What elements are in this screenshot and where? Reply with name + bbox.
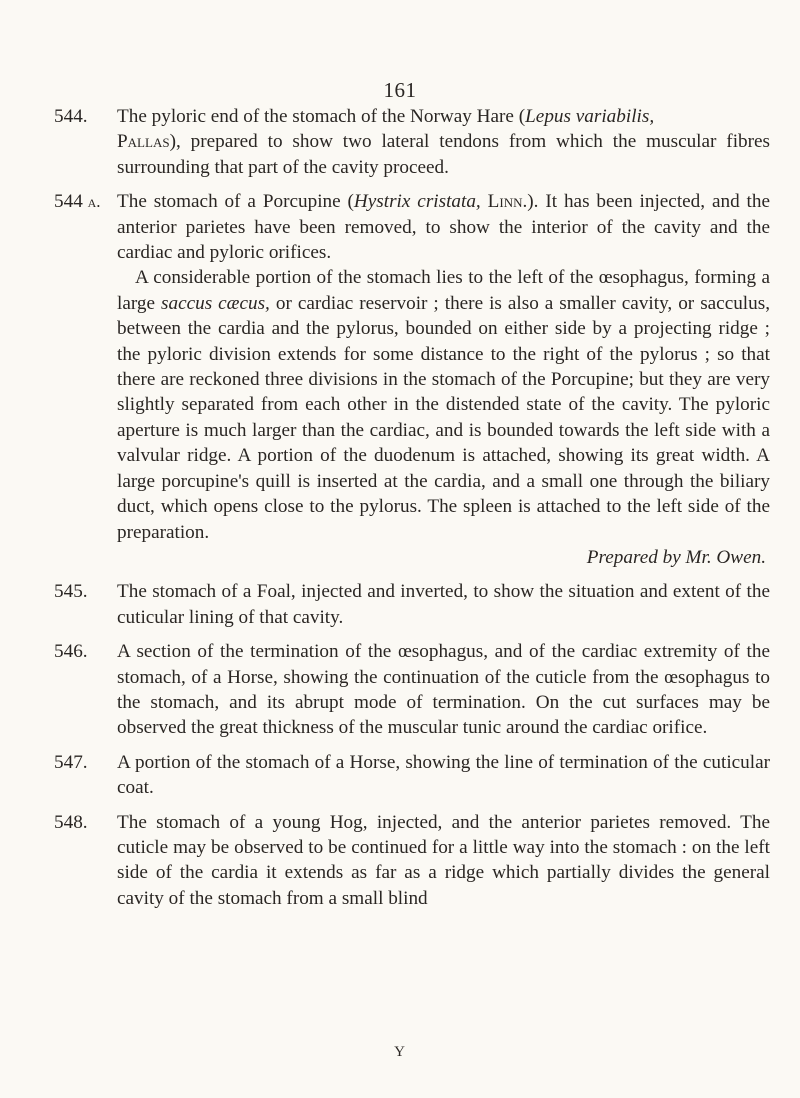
entry-number-suffix: a. xyxy=(87,192,101,212)
entry-number: 544 a. xyxy=(54,191,101,213)
entry-547 xyxy=(54,750,770,801)
entry-paragraph xyxy=(117,265,770,544)
entry-paragraph xyxy=(117,104,770,180)
entry-text: ). It has been injected, and the anterior parietes have been removed, to show the interior of the cavity and the cardiac and pyloric orifices. xyxy=(117,191,770,264)
entry-number: 548. xyxy=(54,811,88,833)
entry-number: 545. xyxy=(54,581,88,603)
signature-mark: Y xyxy=(394,1044,406,1060)
entry-number: 544. xyxy=(54,106,88,127)
entry-548 xyxy=(54,810,770,912)
entry-545 xyxy=(54,579,770,630)
page-number: 161 xyxy=(383,78,417,102)
entry-text: The pyloric end of the stomach of the Norway Hare ( xyxy=(117,106,526,127)
catalogue-entries xyxy=(54,104,770,911)
entry-text: A considerable portion of the stomach lies to the left of the œsophagus, forming a large xyxy=(117,267,770,314)
entry-paragraph: A portion of the stomach of a Horse, showing the line of termination of the cuticular coat. xyxy=(117,751,770,799)
taxonomic-authority: Linn. xyxy=(487,191,528,213)
anatomical-term: saccus cæcus, xyxy=(161,292,270,314)
entry-546 xyxy=(54,639,770,741)
entry-544a xyxy=(54,189,770,570)
entry-paragraph: A section of the termination of the œsophagus, and of the cardiac extremity of the stomach, of a Horse, showing the continuation of the cuticle from the œsophagus to the stomach, and its abrupt mode of termination. On the cut surfaces may be observed the great thickness of the muscular tunic around the cardiac orifice. xyxy=(117,641,770,739)
entry-text: The stomach of a Porcupine ( xyxy=(117,191,354,213)
species-name: Hystrix cristata, xyxy=(353,191,481,213)
entry-number: 546. xyxy=(54,641,88,663)
entry-number: 547. xyxy=(54,751,88,773)
preparer-credit: Prepared by Mr. Owen. xyxy=(586,546,766,568)
entry-text: ), prepared to show two lateral tendons from which the muscular fibres surrounding that part of the cavity proceed. xyxy=(117,131,770,178)
entry-paragraph: The stomach of a Foal, injected and inverted, to show the situation and extent of the cuticular lining of that cavity. xyxy=(117,581,770,628)
species-name: Lepus variabilis, xyxy=(525,106,655,127)
entry-544 xyxy=(54,104,770,180)
taxonomic-authority: Pallas xyxy=(117,131,170,153)
entry-text: or cardiac reservoir ; there is also a smaller cavity, or sacculus, between the cardia and the pylorus, bounded on either side by a projecting ridge ; the pyloric division extends for some distance to the right of the pylorus ; so that there are reckoned three divisions in the stomach of the Porcupine; but they are very slightly separated from each other in the distended state of the cavity. The pyloric aperture is much larger than the cardiac, and is bounded towards the left side with a valvular ridge. A portion of the duodenum is attached, showing its great width. A large porcupine's quill is inserted at the cardia, and a small one through the biliary duct, which opens close to the pylorus. The spleen is attached to the left side of the preparation. xyxy=(117,292,770,543)
entry-paragraph: The stomach of a young Hog, injected, and the anterior parietes removed. The cuticle may be observed to be continued for a little way into the stomach : on the left side of the cardia it extends as far as a ridge which partially divides the general cavity of the stomach from a small blind xyxy=(117,811,770,909)
entry-paragraph xyxy=(117,189,770,265)
